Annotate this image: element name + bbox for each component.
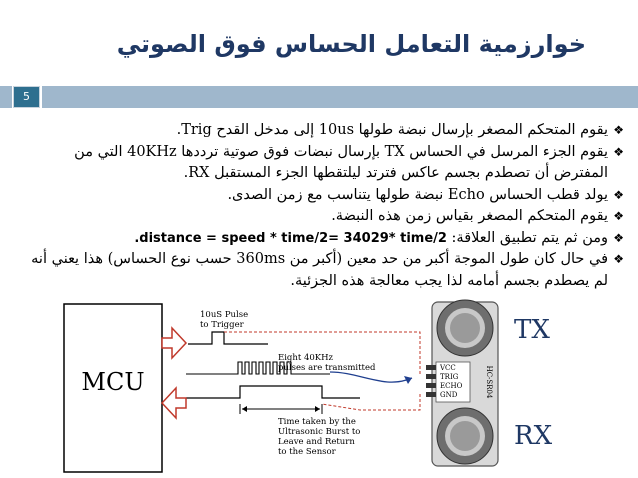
pin-vcc-label: VCC — [440, 364, 456, 372]
echo-return-line — [322, 394, 420, 410]
trigger-label-line-2: to Trigger — [200, 320, 244, 330]
echo-label-line-4: to the Sensor — [278, 447, 336, 457]
bullet-text: يولد قطب الحساس Echo نبضة طولها يتناسب مع زمن الصدى. — [227, 186, 608, 203]
diamond-bullet-icon: ❖ — [613, 252, 624, 266]
trigger-pulse-waveform — [188, 332, 268, 344]
burst-to-sensor-curve — [330, 372, 412, 382]
bullet-text: يقوم المتحكم المصغر بإرسال نبضة طولها 10us إلى مدخل القدح Trig. — [176, 122, 608, 138]
rx-label: RX — [514, 421, 553, 451]
echo-label-line-2: Ultrasonic Burst to — [278, 427, 361, 437]
bullet-text: يقوم المتحكم المصغر بقياس زمن هذه النبضة. — [331, 208, 608, 224]
tx-transducer — [437, 300, 493, 356]
echo-label-line-3: Leave and Return — [278, 437, 355, 447]
echo-label-line-1: Time taken by the — [278, 417, 356, 427]
bullet-text: ومن ثم يتم تطبيق العلاقة: — [451, 229, 608, 246]
slide-title: خوارزمية التعامل الحساس فوق الصوتي — [116, 30, 586, 58]
echo-return-arrow — [162, 388, 186, 418]
diamond-bullet-icon: ❖ — [613, 230, 624, 245]
distance-formula: .distance = speed * time/2= 34029* time/2 — [134, 230, 447, 246]
bullet-text: في حال كان طول الموجة أكبر من حد معين (أكبر من 360ms حسب نوع الحساس) هذا يعني أنه لم يصطدم بجسم أمامه لذا يجب معالجة هذه الجزئية. — [31, 251, 608, 289]
bullet-text: يقوم الجزء المرسل في الحساس TX بإرسال نبضات فوق صوتية ترددها 40KHz التي من المفترض أن تصطدم بجسم عاكس فترتد ليلتقطها الجزء المستقبل RX. — [74, 143, 608, 181]
echo-time-bracket — [240, 404, 322, 414]
diamond-bullet-icon: ❖ — [613, 123, 624, 137]
diamond-bullet-icon: ❖ — [613, 187, 624, 202]
diamond-bullet-icon: ❖ — [613, 209, 624, 223]
trigger-arrow — [162, 328, 186, 358]
pin-trig-label: TRIG — [440, 373, 459, 381]
page-number: 5 — [23, 90, 30, 103]
trigger-label-line-1: 10uS Pulse — [200, 310, 249, 320]
echo-pulse-waveform — [186, 386, 360, 398]
sensor-model-label: HC-SR04 — [485, 365, 493, 399]
burst-label-line-1: Eight 40KHz — [278, 353, 334, 363]
burst-label-line-2: pulses are transmitted — [278, 363, 376, 373]
pin-gnd-label: GND — [440, 391, 458, 399]
diamond-bullet-icon: ❖ — [613, 144, 624, 159]
pin-echo-label: ECHO — [440, 382, 463, 390]
rx-transducer — [437, 408, 493, 464]
tx-label: TX — [514, 315, 550, 345]
mcu-label: MCU — [81, 368, 145, 396]
